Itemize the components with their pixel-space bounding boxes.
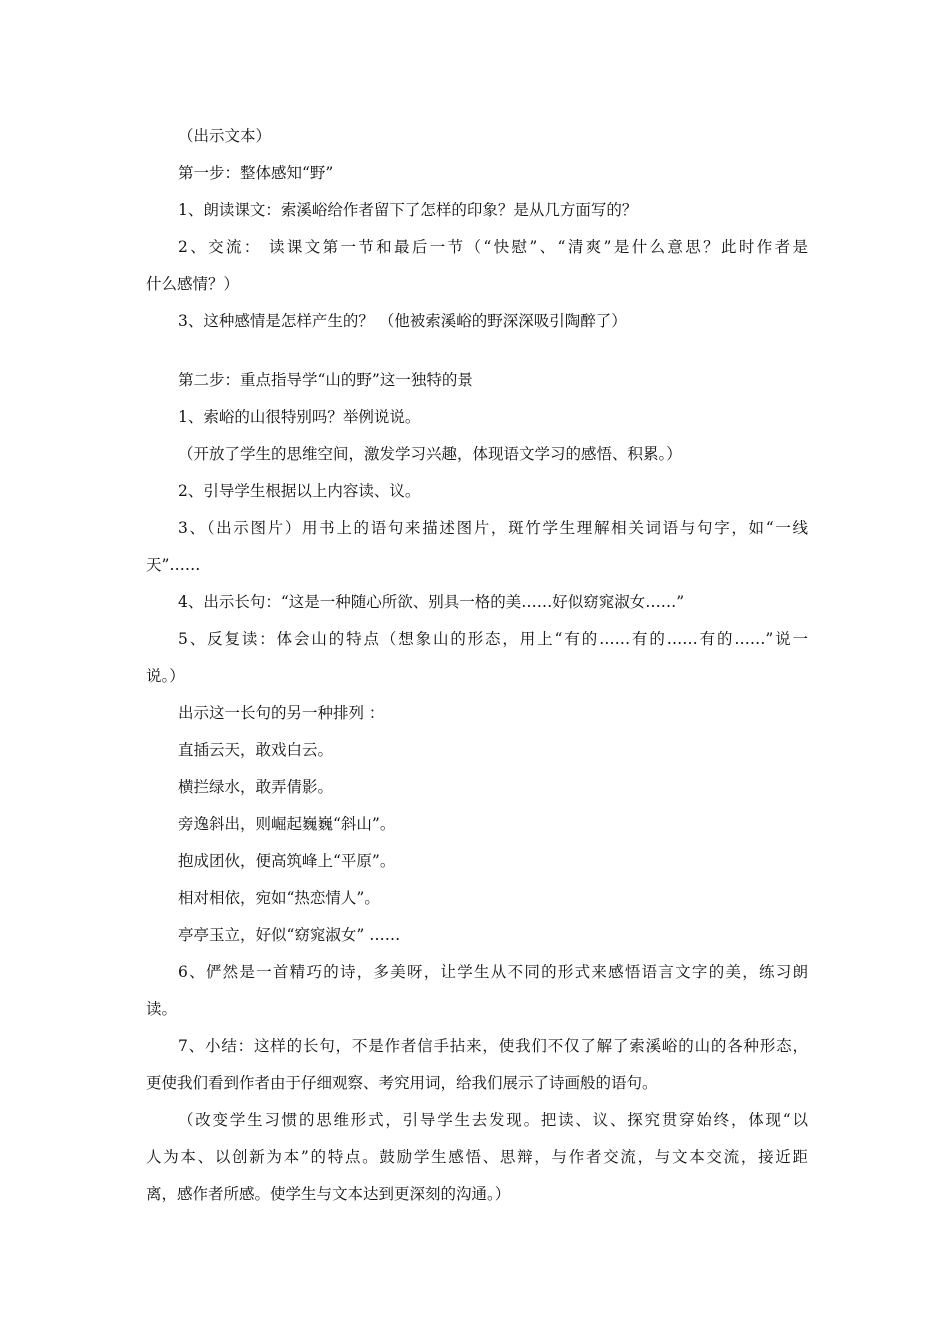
verse-line-2: 横拦绿水，敢弄倩影。 <box>178 778 334 796</box>
step-one-item-1: 1、朗读课文：索溪峪给作者留下了怎样的印象？是从几方面写的？ <box>178 201 638 219</box>
step-two-item-7: 7、小结：这样的长句，不是作者信手拈来，使我们不仅了解了索溪峪的山的各种形态， <box>178 1037 808 1055</box>
verse-line-5: 相对相依，宛如“热恋情人”。 <box>178 889 380 907</box>
step-two-item-7-cont: 更使我们看到作者由于仔细观察、考究用词，给我们展示了诗画般的语句。 <box>146 1074 658 1092</box>
step-two-note-1: （开放了学生的思维空间，激发学习兴趣，体现语文学习的感悟、积累。） <box>178 445 682 463</box>
step-two-item-3: 3、（出示图片）用书上的语句来描述图片，斑竹学生理解相关词语与句字，如“一线 <box>178 519 808 537</box>
step-two-item-3-cont: 天”…… <box>146 556 201 574</box>
step-two-heading: 第二步：重点指导学“山的野”这一独特的景 <box>178 371 473 389</box>
teaching-note: （改变学生习惯的思维形式，引导学生去发现。把读、议、探究贯穿始终，体现“以 <box>178 1111 808 1129</box>
teaching-note-cont-2: 离，感作者所感。使学生与文本达到更深刻的沟通。） <box>146 1185 511 1203</box>
step-two-item-1: 1、索峪的山很特别吗？举例说说。 <box>178 408 421 426</box>
step-two-item-5-cont: 说。） <box>146 667 185 685</box>
step-one-item-2-cont: 什么感情？） <box>146 275 240 293</box>
teaching-note-cont-1: 人为本、以创新为本”的特点。鼓励学生感悟、思辩，与作者交流，与文本交流，接近距 <box>146 1148 808 1166</box>
rearrangement-intro: 出示这一长句的另一种排列 ： <box>178 704 385 722</box>
step-two-item-2: 2、引导学生根据以上内容读、议。 <box>178 482 421 500</box>
step-one-heading: 第一步：整体感知“野” <box>178 164 334 182</box>
verse-line-3: 旁逸斜出，则崛起巍巍“斜山”。 <box>178 815 396 833</box>
verse-line-6: 亭亭玉立，好似“窈窕淑女” …… <box>178 926 401 944</box>
verse-line-1: 直插云天，敢戏白云。 <box>178 741 334 759</box>
step-two-item-6: 6、俨然是一首精巧的诗，多美呀，让学生从不同的形式来感悟语言文字的美，练习朗 <box>178 963 808 981</box>
step-two-item-4: 4、出示长句：“这是一种随心所欲、别具一格的美……好似窈窕淑女……” <box>178 593 685 611</box>
verse-line-4: 抱成团伙，便高筑峰上“平原”。 <box>178 852 396 870</box>
step-two-item-6-cont: 读。 <box>146 1000 178 1018</box>
show-text-note: （出示文本） <box>178 127 272 145</box>
step-one-item-3: 3、这种感情是怎样产生的？ （他被索溪峪的野深深吸引陶醉了） <box>178 312 627 330</box>
step-two-item-5: 5、反复读：体会山的特点（想象山的形态，用上“有的……有的……有的……”说一 <box>178 630 808 648</box>
step-one-item-2: 2、交流： 读课文第一节和最后一节（“快慰”、“清爽”是什么意思？此时作者是 <box>178 238 808 256</box>
